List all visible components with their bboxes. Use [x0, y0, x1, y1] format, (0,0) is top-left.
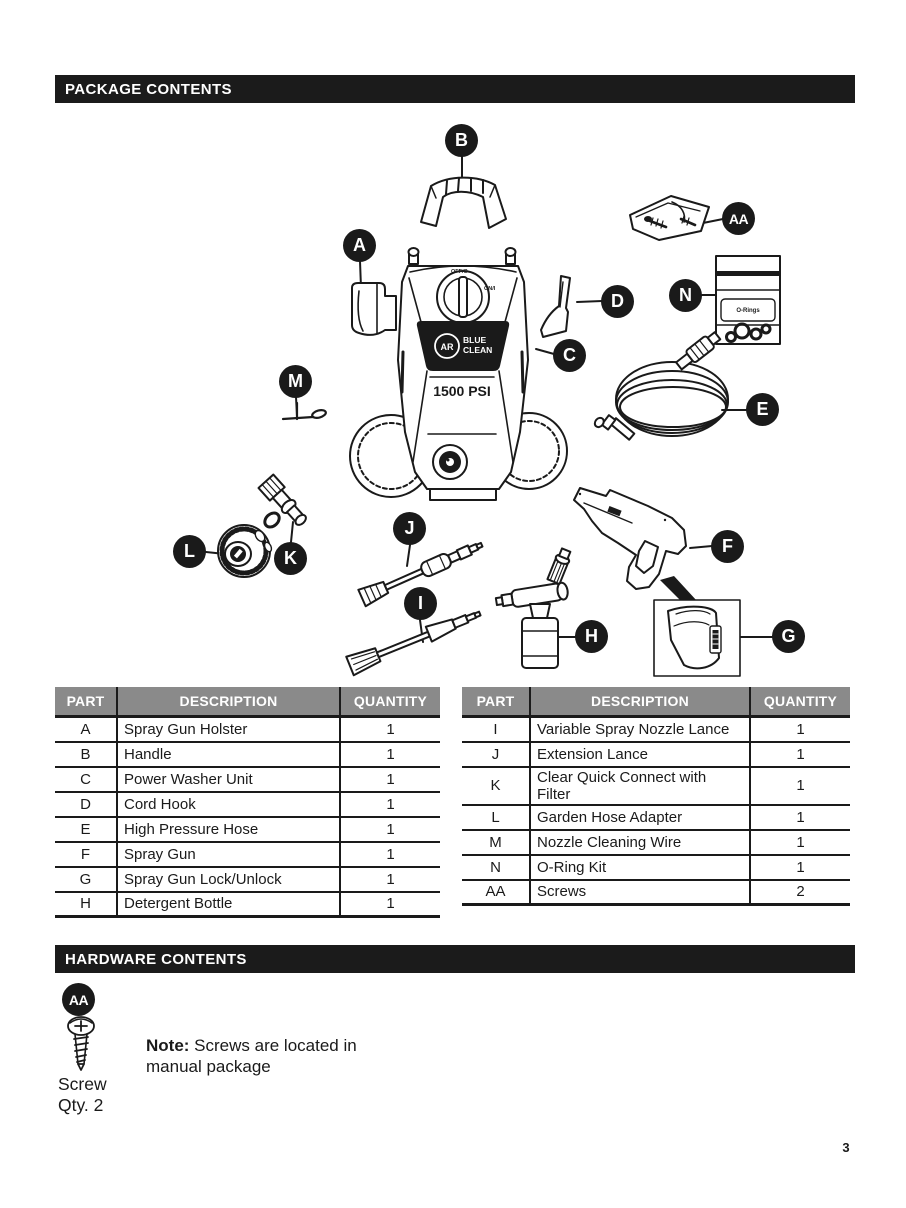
spray-gun-holster-illustration — [352, 283, 396, 335]
table-header-row — [55, 687, 440, 717]
table-row — [462, 767, 850, 805]
quantity-cell: 1 — [750, 742, 850, 767]
callout-k: K — [274, 542, 307, 575]
quantity-cell: 1 — [340, 742, 440, 767]
quantity-cell: 1 — [340, 892, 440, 917]
part-cell: F — [55, 842, 117, 867]
description-cell: Spray Gun Holster — [117, 717, 340, 742]
part-cell: J — [462, 742, 530, 767]
part-cell: I — [462, 717, 530, 742]
table-row — [55, 842, 440, 867]
description-cell: O-Ring Kit — [530, 855, 750, 880]
quantity-cell: 1 — [340, 867, 440, 892]
table-row — [55, 792, 440, 817]
table-row — [462, 855, 850, 880]
part-cell: K — [462, 767, 530, 805]
callout-h: H — [575, 620, 608, 653]
table-row — [462, 805, 850, 830]
description-cell: High Pressure Hose — [117, 817, 340, 842]
col-header-quantity: QUANTITY — [750, 687, 850, 717]
table-row — [55, 892, 440, 917]
oring-kit-illustration — [716, 256, 780, 344]
description-cell: Garden Hose Adapter — [530, 805, 750, 830]
callout-j: J — [393, 512, 426, 545]
callout-b: B — [445, 124, 478, 157]
quantity-cell: 1 — [750, 805, 850, 830]
quantity-cell: 1 — [340, 842, 440, 867]
quantity-cell: 1 — [340, 817, 440, 842]
callout-d: D — [601, 285, 634, 318]
table-row — [55, 717, 440, 742]
description-cell: Spray Gun — [117, 842, 340, 867]
package-contents-title: PACKAGE CONTENTS — [65, 80, 232, 98]
description-cell: Power Washer Unit — [117, 767, 340, 792]
callout-aa: AA — [722, 202, 755, 235]
hardware-contents-header — [55, 945, 855, 973]
screw-bag-illustration — [630, 196, 709, 240]
part-cell: M — [462, 830, 530, 855]
detergent-bottle-illustration — [495, 547, 573, 668]
hardware-callout-aa: AA — [62, 983, 95, 1016]
switch-off-label: OFF/O — [451, 269, 468, 275]
handle-illustration — [421, 178, 506, 228]
brand-line2: CLEAN — [463, 345, 493, 355]
callout-l: L — [173, 535, 206, 568]
nozzle-cleaning-wire-illustration — [283, 403, 327, 419]
description-cell: Spray Gun Lock/Unlock — [117, 867, 340, 892]
part-cell: G — [55, 867, 117, 892]
table-row — [462, 880, 850, 905]
description-cell: Detergent Bottle — [117, 892, 340, 917]
table-row — [462, 717, 850, 742]
hardware-note — [146, 1036, 358, 1077]
screw-label: Screw — [58, 1074, 107, 1094]
description-cell: Clear Quick Connect with Filter — [530, 767, 750, 805]
garden-hose-adapter-illustration — [218, 525, 273, 577]
parts-table-left — [55, 687, 440, 918]
oring-package-label: O-Rings — [736, 308, 760, 314]
quantity-cell: 2 — [750, 880, 850, 905]
table-row — [462, 742, 850, 767]
description-cell: Nozzle Cleaning Wire — [530, 830, 750, 855]
part-cell: H — [55, 892, 117, 917]
part-cell: N — [462, 855, 530, 880]
part-cell: C — [55, 767, 117, 792]
hardware-contents-title: HARDWARE CONTENTS — [65, 950, 247, 968]
psi-label: 1500 PSI — [433, 383, 491, 399]
part-cell: A — [55, 717, 117, 742]
table-row — [55, 767, 440, 792]
ar-logo: AR — [440, 342, 454, 352]
col-header-part: PART — [462, 687, 530, 717]
description-cell: Handle — [117, 742, 340, 767]
brand-line1: BLUE — [463, 335, 487, 345]
quantity-cell: 1 — [750, 855, 850, 880]
switch-on-label: ON/I — [484, 286, 496, 292]
description-cell: Extension Lance — [530, 742, 750, 767]
callout-m: M — [279, 365, 312, 398]
note-label: Note: — [146, 1036, 190, 1055]
spray-gun-lock-detail-illustration — [654, 576, 740, 676]
screw-qty-label: Qty. 2 — [58, 1095, 104, 1115]
part-cell: E — [55, 817, 117, 842]
callout-n: N — [669, 279, 702, 312]
cord-hook-illustration — [541, 276, 570, 337]
parts-table-right — [462, 687, 850, 906]
quantity-cell: 1 — [750, 767, 850, 805]
table-row — [55, 817, 440, 842]
note-text: Screws are located in manual package — [146, 1036, 357, 1076]
col-header-description: DESCRIPTION — [530, 687, 750, 717]
part-cell: AA — [462, 880, 530, 905]
table-row — [55, 867, 440, 892]
part-cell: B — [55, 742, 117, 767]
quantity-cell: 1 — [340, 717, 440, 742]
screw-illustration — [55, 1010, 115, 1078]
part-cell: D — [55, 792, 117, 817]
table-row — [462, 830, 850, 855]
quantity-cell: 1 — [750, 830, 850, 855]
callout-f: F — [711, 530, 744, 563]
col-header-part: PART — [55, 687, 117, 717]
col-header-quantity: QUANTITY — [340, 687, 440, 717]
part-cell: L — [462, 805, 530, 830]
quantity-cell: 1 — [340, 767, 440, 792]
table-header-row — [462, 687, 850, 717]
quick-connect-illustration — [258, 475, 310, 530]
description-cell: Variable Spray Nozzle Lance — [530, 717, 750, 742]
spray-gun-illustration — [574, 488, 686, 589]
description-cell: Cord Hook — [117, 792, 340, 817]
callout-i: I — [404, 587, 437, 620]
high-pressure-hose-illustration — [593, 330, 728, 448]
callout-e: E — [746, 393, 779, 426]
callout-g: G — [772, 620, 805, 653]
table-row — [55, 742, 440, 767]
page-number: 3 — [842, 1140, 850, 1155]
quantity-cell: 1 — [340, 792, 440, 817]
callout-c: C — [553, 339, 586, 372]
quantity-cell: 1 — [750, 717, 850, 742]
callout-a: A — [343, 229, 376, 262]
col-header-description: DESCRIPTION — [117, 687, 340, 717]
description-cell: Screws — [530, 880, 750, 905]
